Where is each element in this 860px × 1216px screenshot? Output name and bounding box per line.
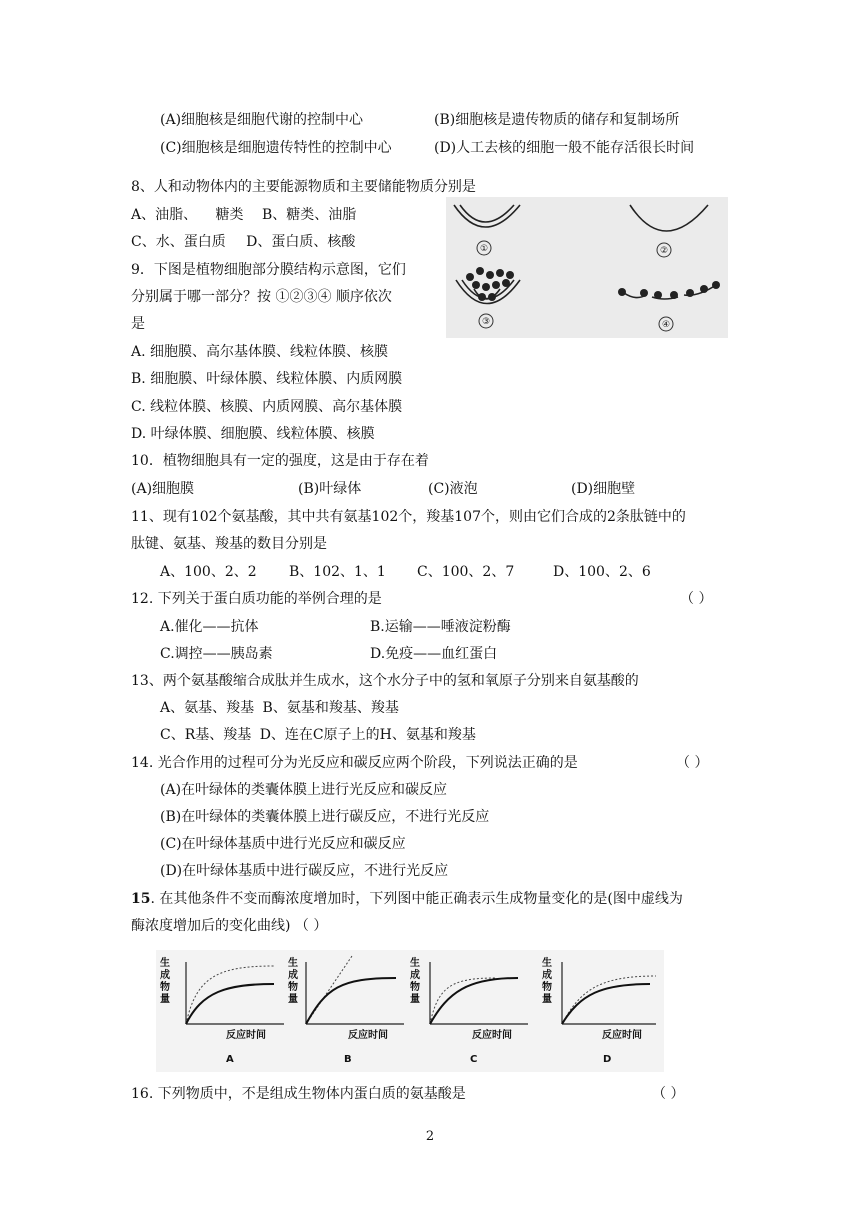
q14-option-a: (A)在叶绿体的类囊体膜上进行光反应和碳反应: [160, 782, 448, 798]
panel-c: [410, 956, 528, 1065]
q11-option-b: B、102、1、1: [289, 564, 386, 580]
q8-options-ab: A、油脂、 糖类 B、糖类、油脂: [131, 207, 357, 223]
xlabel: 反应时间: [602, 1030, 642, 1041]
panel-label: D: [603, 1054, 612, 1065]
q11-option-d: D、100、2、6: [553, 564, 651, 580]
q12-option-b: B.运输——唾液淀粉酶: [370, 619, 511, 635]
q10-option-d: (D)细胞壁: [571, 481, 636, 497]
figure-label-3: ③: [481, 317, 491, 327]
q7-option-c: (C)细胞核是细胞遗传特性的控制中心: [160, 140, 392, 156]
ylabel-char: 物: [288, 982, 298, 993]
q8-stem: 8、人和动物体内的主要能源物质和主要储能物质分别是: [131, 179, 476, 195]
ylabel-char: 物: [410, 982, 420, 993]
ylabel-char: 量: [410, 994, 420, 1005]
q14-option-c: (C)在叶绿体基质中进行光反应和碳反应: [160, 836, 406, 852]
q10-option-a: (A)细胞膜: [131, 481, 195, 497]
q7-option-b: (B)细胞核是遗传物质的储存和复制场所: [434, 112, 680, 128]
ylabel-char: 成: [410, 970, 420, 981]
ylabel-char: 量: [288, 994, 298, 1005]
ylabel-char: 生: [410, 958, 420, 969]
figure-label-4: ④: [661, 320, 671, 330]
panel-b: [288, 956, 404, 1065]
q9-stem-line2: 分别属于哪一部分？按 ①②③④ 顺序依次: [131, 289, 392, 305]
q7-option-d: (D)人工去核的细胞一般不能存活很长时间: [434, 140, 695, 156]
ylabel-char: 量: [160, 994, 170, 1005]
enzyme-curve-figure: [156, 950, 664, 1072]
ylabel-char: 成: [542, 970, 552, 981]
q10-option-b: (B)叶绿体: [298, 481, 362, 497]
q13-options-ab: A、氨基、羧基 B、氨基和羧基、羧基: [160, 700, 399, 716]
q11-option-c: C、100、2、7: [417, 564, 515, 580]
page-number: 2: [425, 1129, 435, 1144]
panel-label: C: [470, 1054, 478, 1065]
figure-label-2: ②: [659, 246, 669, 256]
q12-option-c: C.调控——胰岛素: [160, 646, 273, 662]
q10-option-c: (C)液泡: [428, 481, 478, 497]
q11-option-a: A、100、2、2: [160, 564, 257, 580]
panel-label: B: [344, 1054, 352, 1065]
xlabel: 反应时间: [348, 1030, 388, 1041]
q12-option-a: A.催化——抗体: [160, 619, 259, 635]
q12-answer-paren: （ ）: [680, 591, 713, 607]
xlabel: 反应时间: [226, 1030, 266, 1041]
q15-stem-line1: [131, 889, 683, 909]
q11-stem-line2: 肽键、氨基、羧基的数目分别是: [131, 536, 327, 552]
q12-stem: 12. 下列关于蛋白质功能的举例合理的是: [131, 591, 382, 607]
ylabel-char: 物: [160, 982, 170, 993]
ylabel-char: 量: [542, 994, 552, 1005]
q13-options-cd: C、R基、羧基 D、连在C原子上的H、氨基和羧基: [160, 727, 476, 743]
q14-stem: 14. 光合作用的过程可分为光反应和碳反应两个阶段，下列说法正确的是: [131, 755, 578, 771]
q12-option-d: D.免疫——血红蛋白: [370, 646, 498, 662]
xlabel: 反应时间: [472, 1030, 512, 1041]
q9-stem-line3: 是: [131, 316, 145, 332]
q11-stem-line1: 11、现有102个氨基酸，其中共有氨基102个，羧基107个，则由它们合成的2条肽链中的: [131, 509, 686, 525]
figure-label-1: ①: [479, 244, 489, 254]
ylabel-char: 成: [160, 970, 170, 981]
ylabel-char: 成: [288, 970, 298, 981]
q10-stem: 10．植物细胞具有一定的强度，这是由于存在着: [131, 453, 429, 469]
q7-option-a: (A)细胞核是细胞代谢的控制中心: [160, 112, 364, 128]
ylabel-char: 生: [288, 958, 298, 969]
q15-stem-line2: 酶浓度增加后的变化曲线) （ ）: [131, 918, 328, 934]
q9-option-b: B. 细胞膜、叶绿体膜、线粒体膜、内质网膜: [131, 371, 403, 387]
q9-stem-line1: 9．下图是植物细胞部分膜结构示意图，它们: [131, 262, 406, 278]
panel-d: [542, 956, 656, 1065]
q16-answer-paren: （ ）: [652, 1086, 685, 1102]
q14-option-d: (D)在叶绿体基质中进行碳反应，不进行光反应: [160, 863, 449, 879]
panel-a: [160, 956, 284, 1065]
ylabel-char: 生: [160, 958, 170, 969]
q9-option-a: A. 细胞膜、高尔基体膜、线粒体膜、核膜: [131, 344, 389, 360]
q15-stem-text: . 在其他条件不变而酶浓度增加时，下列图中能正确表示生成物量变化的是(图中虚线为: [150, 891, 683, 907]
q16-stem: 16. 下列物质中，不是组成生物体内蛋白质的氨基酸是: [131, 1086, 466, 1102]
q15-number: 15: [131, 891, 151, 907]
q9-option-c: C. 线粒体膜、核膜、内质网膜、高尔基体膜: [131, 399, 403, 415]
panel-label: A: [226, 1054, 234, 1065]
q8-options-cd: C、水、蛋白质 D、蛋白质、核酸: [131, 234, 356, 250]
membrane-structure-figure: [446, 197, 728, 338]
q9-option-d: D. 叶绿体膜、细胞膜、线粒体膜、核膜: [131, 426, 375, 442]
q13-stem: 13、两个氨基酸缩合成肽并生成水，这个水分子中的氢和氧原子分别来自氨基酸的: [131, 673, 639, 689]
ylabel-char: 物: [542, 982, 552, 993]
q14-answer-paren: （ ）: [676, 755, 709, 771]
q14-option-b: (B)在叶绿体的类囊体膜上进行碳反应，不进行光反应: [160, 809, 490, 825]
ylabel-char: 生: [542, 958, 552, 969]
